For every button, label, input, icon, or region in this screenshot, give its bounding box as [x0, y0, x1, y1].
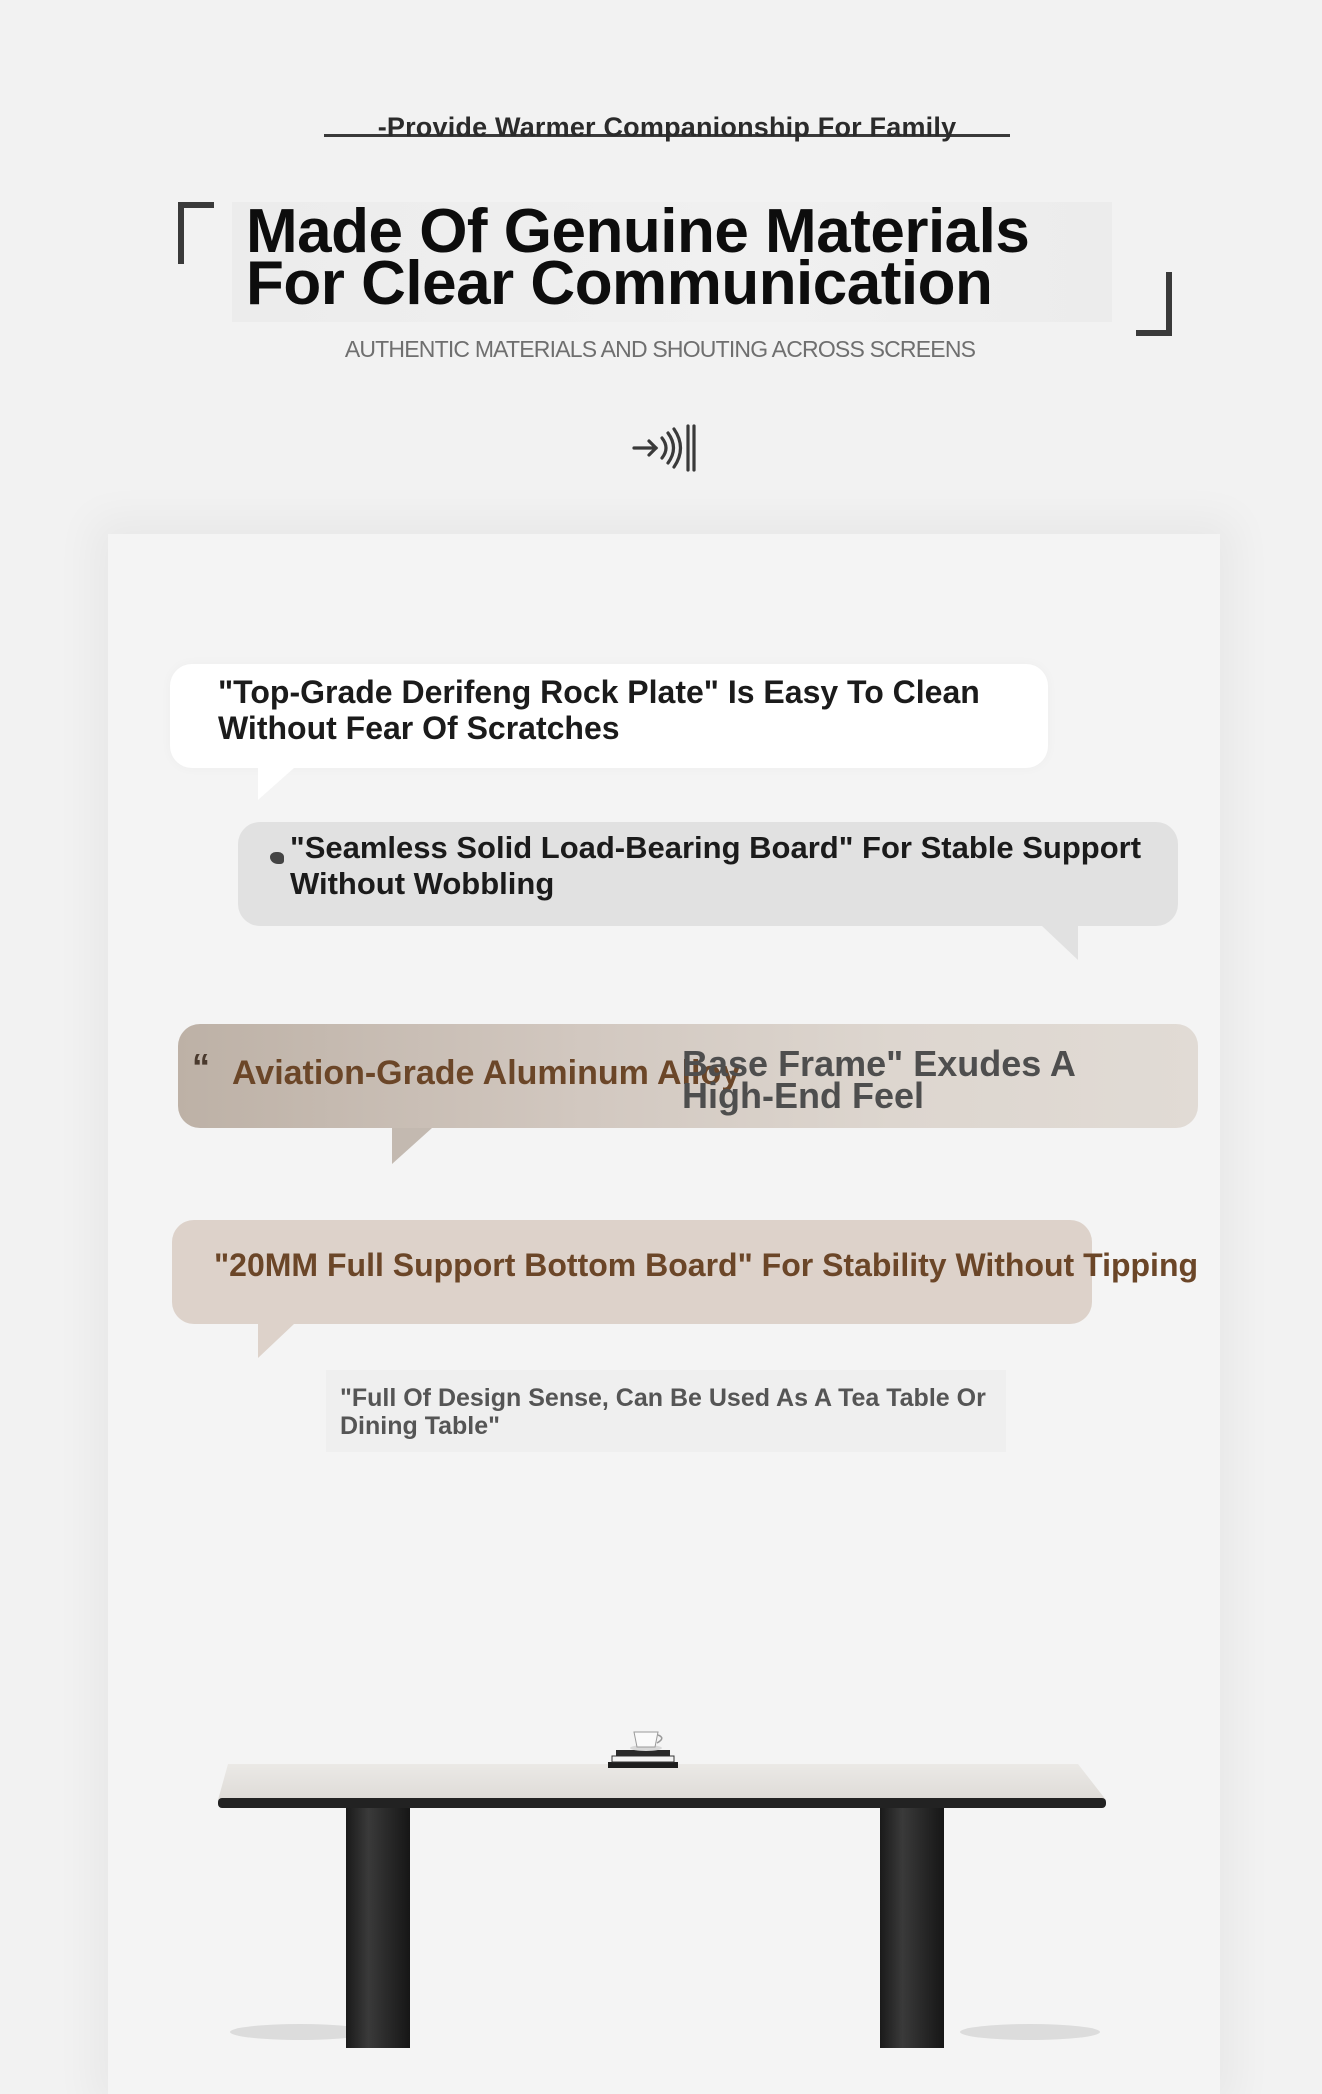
bracket-bottom-right-decoration [1136, 272, 1172, 336]
bubble-tail [1042, 926, 1078, 960]
feature-bottom-board-text: "20MM Full Support Bottom Board" For Stability Without Tipping [214, 1247, 1199, 1283]
page-subtitle: AUTHENTIC MATERIALS AND SHOUTING ACROSS SCREENS [344, 336, 976, 362]
opening-quote-icon: “ [192, 1046, 210, 1087]
design-caption: "Full Of Design Sense, Can Be Used As A Tea Table Or Dining Table" [340, 1384, 986, 1440]
feature-rock-plate-text: "Top-Grade Derifeng Rock Plate" Is Easy To Clean Without Fear Of Scratches [218, 674, 980, 746]
page-title: Made Of Genuine Materials For Clear Communication [246, 197, 1030, 318]
tagline-text: -Provide Warmer Companionship For Family [377, 112, 957, 142]
feature-load-bearing-text: "Seamless Solid Load-Bearing Board" For Stable Support Without Wobbling [290, 830, 1142, 901]
bubble-tail [258, 1324, 294, 1358]
feature-aluminum-text: Aviation-Grade Aluminum Alloy [232, 1054, 741, 1092]
tagline-banner [324, 108, 1010, 148]
feature-base-frame-text: Base Frame" Exudes A High-End Feel [682, 1043, 1076, 1116]
quote-mark-icon [270, 852, 284, 864]
bubble-tail [392, 1128, 432, 1164]
table-product-image [200, 1700, 1140, 2048]
arrow-sound-waves-icon [626, 418, 706, 478]
bracket-top-left-decoration [178, 202, 214, 264]
bubble-tail [258, 768, 294, 800]
